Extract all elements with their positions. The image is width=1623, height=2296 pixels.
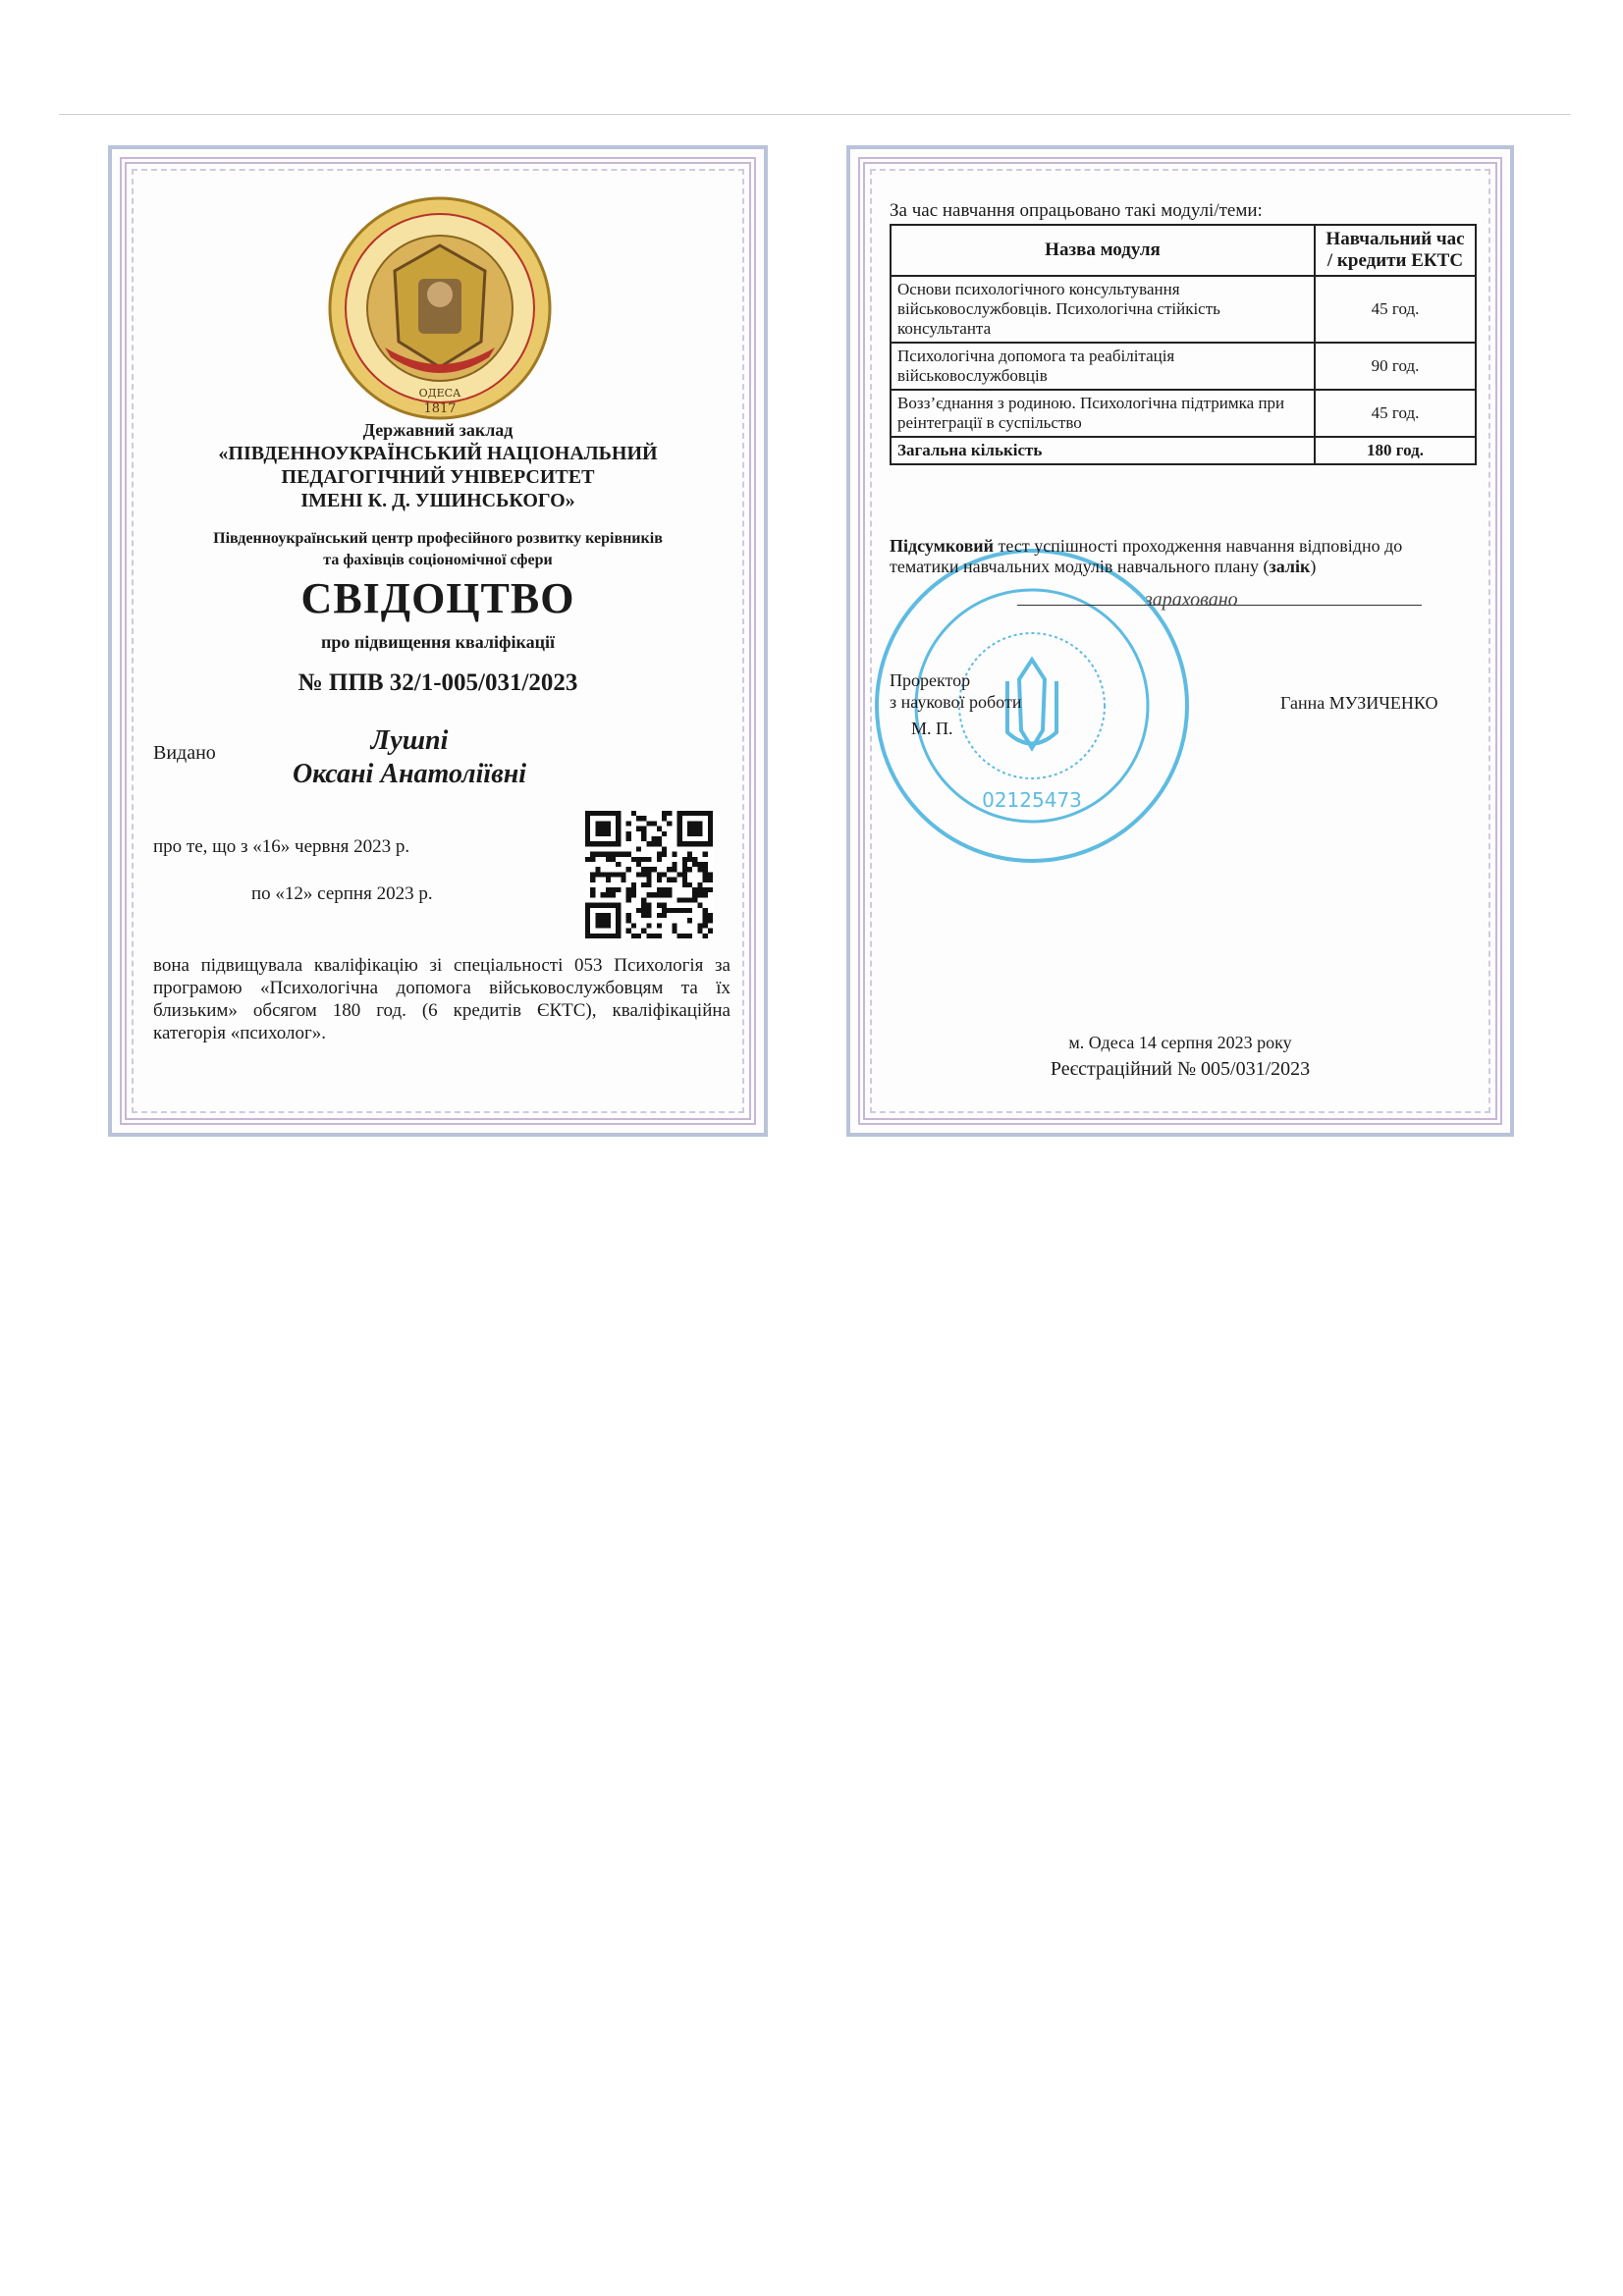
certificate-front-page bbox=[108, 145, 768, 1137]
institution-prefix: Державний заклад bbox=[362, 420, 514, 440]
emblem-city: ОДЕСА bbox=[418, 387, 461, 400]
total-value: 180 год. bbox=[1315, 437, 1476, 464]
module-name: Основи психологічного консультування військовослужбовців. Психологічна стійкість консультанта bbox=[891, 276, 1315, 343]
recipient-given-names: Оксані Анатоліївні bbox=[292, 759, 527, 789]
stamp-place-label: М. П. bbox=[911, 719, 953, 738]
place-and-date: м. Одеса 14 серпня 2023 року bbox=[1068, 1033, 1292, 1052]
scan-edge-line bbox=[59, 114, 1571, 115]
registration-number: Реєстраційний № 005/031/2023 bbox=[1050, 1058, 1311, 1080]
module-hours: 90 год. bbox=[1315, 343, 1476, 390]
table-total-row bbox=[891, 437, 1476, 464]
table-row bbox=[891, 343, 1476, 390]
institution-name bbox=[112, 442, 764, 512]
issued-label: Видано bbox=[153, 742, 216, 764]
modules-heading: За час навчання опрацьовано такі модулі/теми: bbox=[890, 200, 1263, 221]
qr-code-icon[interactable] bbox=[585, 811, 713, 938]
signatory-name: Ганна МУЗИЧЕНКО bbox=[1280, 693, 1438, 713]
recipient-surname: Лушпі bbox=[370, 725, 449, 756]
position-line: Проректор bbox=[890, 670, 971, 690]
column-header-hours: Навчальний час / кредити ЕКТС bbox=[1315, 225, 1476, 276]
final-test-body: тест успішності проходження навчання відповідно до тематики навчальних модулів навчального плану ( bbox=[890, 536, 1403, 576]
center-name-line: та фахівців соціономічної сфери bbox=[323, 552, 553, 568]
module-name: Психологічна допомога та реабілітація військовослужбовців bbox=[891, 343, 1315, 390]
university-emblem-icon bbox=[326, 194, 554, 422]
final-test-bold: Підсумковий bbox=[890, 536, 995, 556]
modules-table bbox=[890, 224, 1477, 465]
recipient-name bbox=[257, 724, 562, 791]
date-from: про те, що з «16» червня 2023 р. bbox=[153, 836, 410, 857]
center-name-line: Південноукраїнський центр професійного розвитку керівників bbox=[213, 530, 663, 547]
institution-name-line: ІМЕНІ К. Д. УШИНСЬКОГО» bbox=[300, 490, 575, 511]
final-test-type: залік bbox=[1269, 557, 1311, 576]
final-test-text bbox=[890, 536, 1439, 577]
seal-code: 02125473 bbox=[982, 788, 1082, 812]
certificate-body-text: вона підвищувала кваліфікацію зі спеціальності 053 Психологія за програмою «Психологічна допомога військовослужбовцям та їх близьким» обсягом 180 год. (6 кредитів ЄКТС), кваліфікаційна категорія «психолог». bbox=[153, 955, 730, 1043]
table-row bbox=[891, 390, 1476, 437]
final-test-close: ) bbox=[1310, 557, 1317, 576]
table-row bbox=[891, 276, 1476, 343]
column-header-module: Назва модуля bbox=[891, 225, 1315, 276]
date-to: по «12» серпня 2023 р. bbox=[251, 883, 433, 904]
signatory-position bbox=[890, 669, 1021, 713]
position-line: з наукової роботи bbox=[890, 692, 1022, 712]
certificate-title: СВІДОЦТВО bbox=[300, 574, 575, 622]
module-name: Возз’єднання з родиною. Психологічна підтримка при реінтеграції в суспільство bbox=[891, 390, 1315, 437]
institution-name-line: «ПІВДЕННОУКРАЇНСЬКИЙ НАЦІОНАЛЬНИЙ bbox=[218, 443, 658, 464]
table-header-row bbox=[891, 225, 1476, 276]
certificate-back-page bbox=[846, 145, 1514, 1137]
emblem-year: 1817 bbox=[423, 401, 457, 416]
institution-name-line: ПЕДАГОГІЧНИЙ УНІВЕРСИТЕТ bbox=[281, 466, 595, 488]
certificate-number: № ППВ 32/1-005/031/2023 bbox=[298, 669, 578, 696]
module-hours: 45 год. bbox=[1315, 390, 1476, 437]
final-test-result: зараховано bbox=[1145, 589, 1238, 611]
total-label: Загальна кількість bbox=[891, 437, 1315, 464]
center-name bbox=[112, 528, 764, 571]
certificate-subtitle: про підвищення кваліфікації bbox=[321, 632, 555, 652]
module-hours: 45 год. bbox=[1315, 276, 1476, 343]
